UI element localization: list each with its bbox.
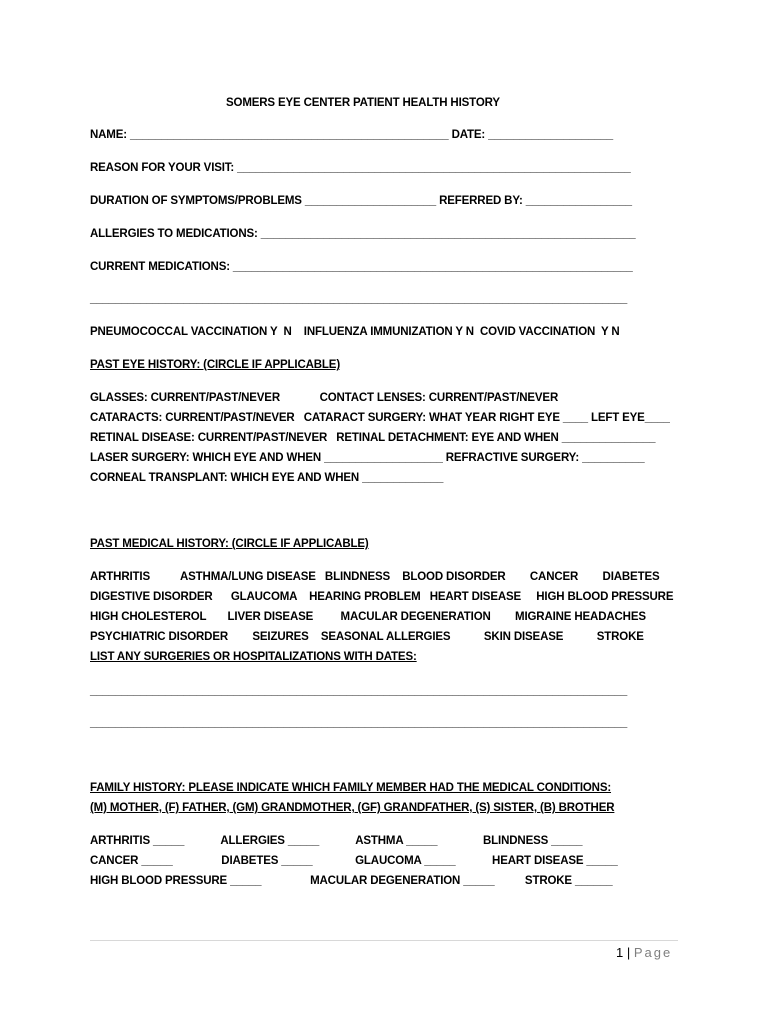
- past-eye-line[interactable]: GLASSES: CURRENT/PAST/NEVER CONTACT LENSES: CURRENT/PAST/NEVER: [90, 392, 559, 404]
- reason-for-visit-field[interactable]: REASON FOR YOUR VISIT: _______________________________________________________________: [90, 162, 631, 174]
- family-history-heading: FAMILY HISTORY: PLEASE INDICATE WHICH FAMILY MEMBER HAD THE MEDICAL CONDITIONS:: [90, 782, 612, 794]
- surgeries-heading: LIST ANY SURGERIES OR HOSPITALIZATIONS WITH DATES:: [90, 651, 417, 663]
- past-medical-line[interactable]: DIGESTIVE DISORDER GLAUCOMA HEARING PROBLEM HEART DISEASE HIGH BLOOD PRESSURE: [90, 591, 674, 603]
- vaccination-line[interactable]: PNEUMOCOCCAL VACCINATION Y N INFLUENZA IMMUNIZATION Y N COVID VACCINATION Y N: [90, 326, 620, 338]
- allergies-field[interactable]: ALLERGIES TO MEDICATIONS: ____________________________________________________________: [90, 228, 636, 240]
- footer-divider: [90, 940, 678, 941]
- page-separator: |: [623, 945, 634, 960]
- page-label: Page: [633, 945, 673, 960]
- family-history-line[interactable]: CANCER _____ DIABETES _____ GLAUCOMA _____ HEART DISEASE _____: [90, 855, 618, 867]
- name-date-field[interactable]: NAME: ___________________________________________________ DATE: ____________________: [90, 129, 614, 141]
- surgeries-blank-line[interactable]: ______________________________________________________________________________________: [90, 685, 628, 697]
- family-history-line[interactable]: HIGH BLOOD PRESSURE _____ MACULAR DEGENERATION _____ STROKE ______: [90, 875, 613, 887]
- family-history-legend: (M) MOTHER, (F) FATHER, (GM) GRANDMOTHER, (GF) GRANDFATHER, (S) SISTER, (B) BROTHER: [90, 802, 615, 814]
- page-number: 1: [616, 945, 624, 960]
- family-history-line[interactable]: ARTHRITIS _____ ALLERGIES _____ ASTHMA _____ BLINDNESS _____: [90, 835, 583, 847]
- past-eye-line[interactable]: LASER SURGERY: WHICH EYE AND WHEN ___________________ REFRACTIVE SURGERY: __________: [90, 452, 645, 464]
- form-title: SOMERS EYE CENTER PATIENT HEALTH HISTORY: [226, 97, 500, 109]
- past-medical-line[interactable]: HIGH CHOLESTEROL LIVER DISEASE MACULAR DEGENERATION MIGRAINE HEADACHES: [90, 611, 646, 623]
- past-eye-line[interactable]: RETINAL DISEASE: CURRENT/PAST/NEVER RETINAL DETACHMENT: EYE AND WHEN _______________: [90, 432, 656, 444]
- current-medications-field[interactable]: CURRENT MEDICATIONS: ________________________________________________________________: [90, 261, 633, 273]
- past-medical-line[interactable]: ARTHRITIS ASTHMA/LUNG DISEASE BLINDNESS BLOOD DISORDER CANCER DIABETES: [90, 571, 660, 583]
- past-medical-line[interactable]: PSYCHIATRIC DISORDER SEIZURES SEASONAL ALLERGIES SKIN DISEASE STROKE: [90, 631, 644, 643]
- current-medications-continued[interactable]: ______________________________________________________________________________________: [90, 293, 628, 305]
- past-medical-history-heading: PAST MEDICAL HISTORY: (CIRCLE IF APPLICABLE): [90, 538, 369, 550]
- past-eye-line[interactable]: CORNEAL TRANSPLANT: WHICH EYE AND WHEN _____________: [90, 472, 444, 484]
- past-eye-history-heading: PAST EYE HISTORY: (CIRCLE IF APPLICABLE): [90, 359, 340, 371]
- past-eye-line[interactable]: CATARACTS: CURRENT/PAST/NEVER CATARACT SURGERY: WHAT YEAR RIGHT EYE ____ LEFT EYE____: [90, 412, 670, 424]
- page-footer: [616, 945, 672, 960]
- surgeries-blank-line[interactable]: ______________________________________________________________________________________: [90, 717, 628, 729]
- duration-referred-field[interactable]: DURATION OF SYMPTOMS/PROBLEMS _____________________ REFERRED BY: _________________: [90, 195, 632, 207]
